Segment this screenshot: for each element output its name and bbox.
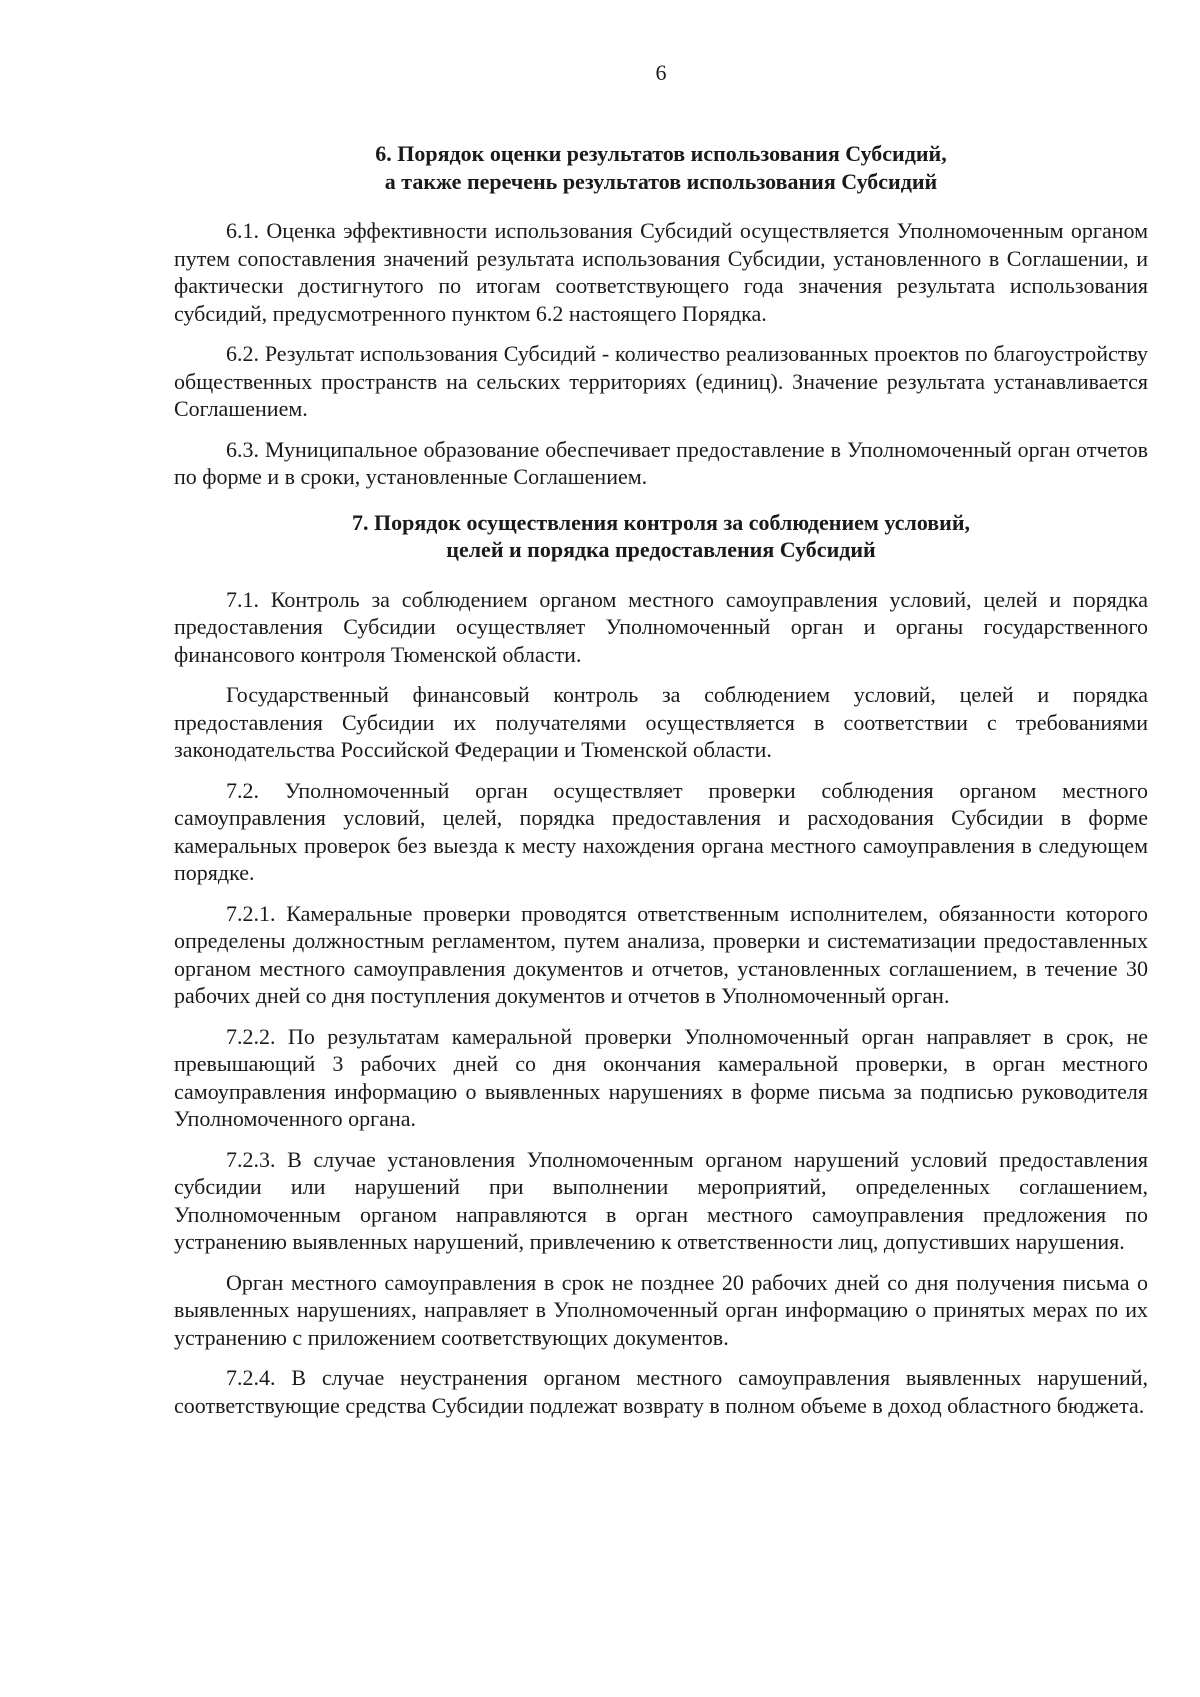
paragraph-6-3: 6.3. Муниципальное образование обеспечивает предоставление в Уполномоченный орган отчетов по форме и в сроки, установленные Соглашением. — [174, 436, 1148, 489]
document-body — [174, 140, 1148, 1419]
section-7-heading-line-1: 7. Порядок осуществления контроля за соблюдением условий, — [351, 509, 971, 535]
paragraph-7-2-4: 7.2.4. В случае неустранения органом местного самоуправления выявленных нарушений, соответствующие средства Субсидии подлежат возврату в полном объеме в доход областного бюджета. — [174, 1365, 1148, 1418]
document-page — [174, 0, 1148, 1697]
paragraph-7-2-2: 7.2.2. По результатам камеральной проверки Уполномоченный орган направляет в срок, не превышающий 3 рабочих дней со дня окончания камеральной проверки, в орган местного самоуправления информацию о выявленных нарушениях в форме письма за подписью руководителя Уполномоченного органа. — [174, 1023, 1148, 1131]
paragraph-7-2: 7.2. Уполномоченный орган осуществляет проверки соблюдения органом местного самоуправления условий, целей, порядка предоставления и расходования Субсидии в форме камеральных проверок без выезда к месту нахождения органа местного самоуправления в следующем порядке. — [174, 777, 1148, 885]
paragraph-6-1: 6.1. Оценка эффективности использования Субсидий осуществляется Уполномоченным органом путем сопоставления значений результата использования Субсидии, установленного в Соглашении, и фактически достигнутого по итогам соответствующего года значения результата использования субсидий, предусмотренного пунктом 6.2 настоящего Порядка. — [174, 218, 1148, 326]
paragraph-7-2-1: 7.2.1. Камеральные проверки проводятся ответственным исполнителем, обязанности которого определены должностным регламентом, путем анализа, проверки и систематизации предоставленных органом местного самоуправления документов и отчетов, установленных соглашением, в течение 30 рабочих дней со дня поступления документов и отчетов в Уполномоченный орган. — [174, 900, 1148, 1008]
section-7-heading — [174, 509, 1148, 564]
section-6-heading-line-2: а также перечень результатов использования Субсидий — [384, 168, 938, 194]
paragraph-7-1: 7.1. Контроль за соблюдением органом местного самоуправления условий, целей и порядка предоставления Субсидии осуществляет Уполномоченный орган и органы государственного финансового контроля Тюменской области. — [174, 586, 1148, 667]
section-6-heading — [174, 140, 1148, 195]
section-7-heading-line-2: целей и порядка предоставления Субсидий — [446, 537, 876, 562]
paragraph-7-2-3-continued: Орган местного самоуправления в срок не позднее 20 рабочих дней со дня получения письма о выявленных нарушениях, направляет в Уполномоченный орган информацию о принятых мерах по их устранению с приложением соответствующих документов. — [174, 1269, 1148, 1350]
paragraph-7-2-3: 7.2.3. В случае установления Уполномоченным органом нарушений условий предоставления субсидии или нарушений при выполнении мероприятий, определенных соглашением, Уполномоченным органом направляются в орган местного самоуправления предложения по устранению выявленных нарушений, привлечению к ответственности лиц, допустивших нарушения. — [174, 1146, 1148, 1254]
paragraph-6-2: 6.2. Результат использования Субсидий - количество реализованных проектов по благоустройству общественных пространств на сельских территориях (единиц). Значение результата устанавливается Соглашением. — [174, 341, 1148, 421]
paragraph-7-1-continued: Государственный финансовый контроль за соблюдением условий, целей и порядка предоставления Субсидии их получателями осуществляется в соответствии с требованиями законодательства Российской Федерации и Тюменской области. — [174, 682, 1148, 762]
section-6-heading-line-1: 6. Порядок оценки результатов использования Субсидий, — [375, 141, 947, 166]
page-number: 6 — [655, 60, 667, 85]
